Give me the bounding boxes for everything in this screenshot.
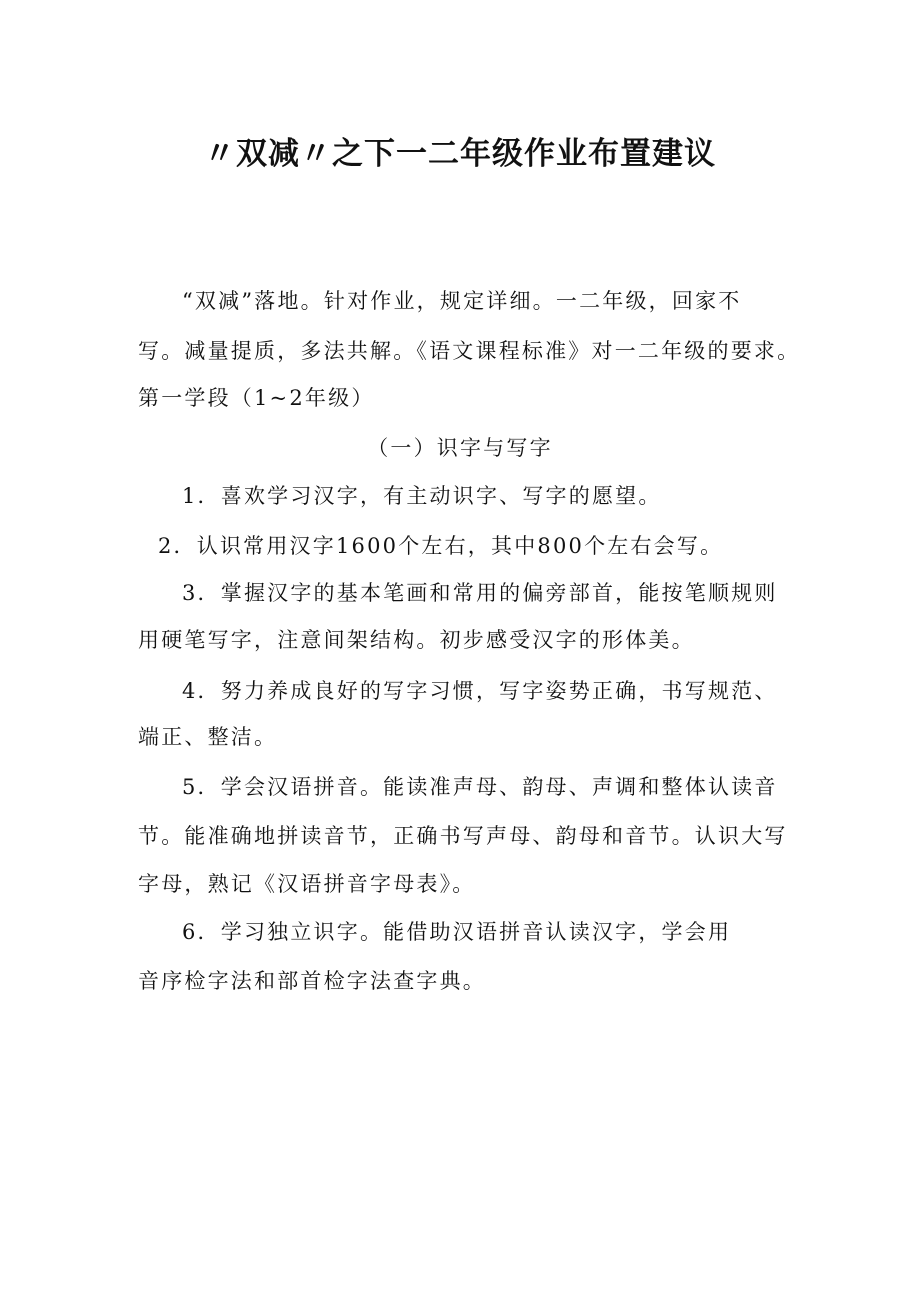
list-item: 2．认识常用汉字1600个左右，其中800个左右会写。	[158, 534, 724, 558]
paragraph-line: 第一学段（1~2年级）	[138, 386, 375, 410]
list-item-continuation: 节。能准确地拼读音节，正确书写声母、韵母和音节。认识大写	[138, 824, 788, 848]
list-item-continuation: 用硬笔写字，注意间架结构。初步感受汉字的形体美。	[138, 628, 695, 652]
list-item: 1．喜欢学习汉字，有主动识字、写字的愿望。	[182, 484, 662, 508]
list-item-continuation: 端正、整洁。	[138, 725, 278, 749]
list-item: 4．努力养成良好的写字习惯，写字姿势正确，书写规范、	[182, 679, 778, 703]
list-item-continuation: 音序检字法和部首检字法查字典。	[138, 969, 486, 993]
section-heading: （一）识字与写字	[367, 436, 553, 460]
list-item: 5．学会汉语拼音。能读准声母、韵母、声调和整体认读音	[182, 775, 778, 799]
document-title: 〃双减〃之下一二年级作业布置建议	[204, 136, 716, 172]
paragraph-line: 写。减量提质，多法共解。《语文课程标准》对一二年级的要求。	[138, 339, 801, 363]
paragraph-line: “双减”落地。针对作业，规定详细。一二年级，回家不	[182, 289, 742, 313]
list-item: 6．学习独立识字。能借助汉语拼音认读汉字，学会用	[182, 920, 732, 944]
list-item: 3．掌握汉字的基本笔画和常用的偏旁部首，能按笔顺规则	[182, 581, 778, 605]
list-item-continuation: 字母，熟记《汉语拼音字母表》。	[138, 872, 476, 896]
